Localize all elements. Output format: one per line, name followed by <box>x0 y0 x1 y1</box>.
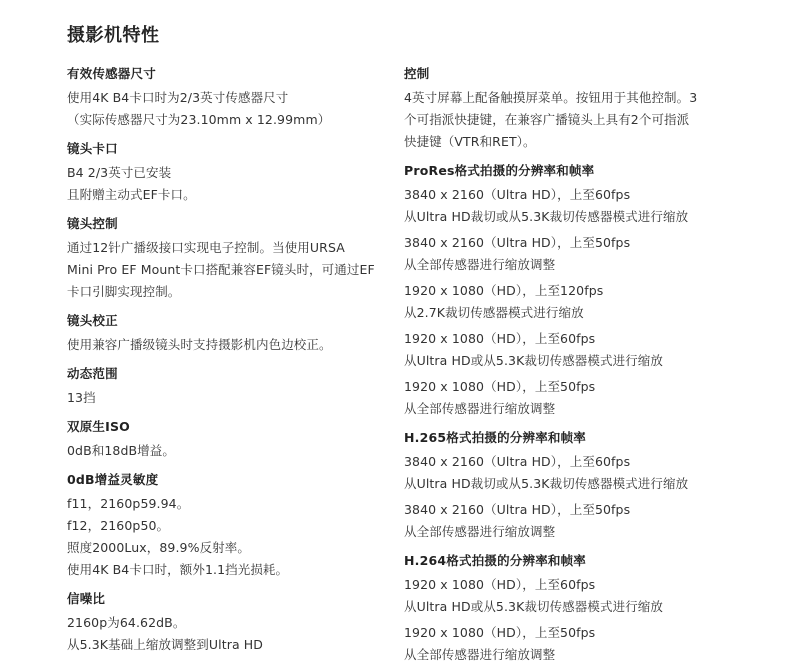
spec-line: 13挡 <box>67 390 96 405</box>
spec-line: 快捷键（VTR和RET）。 <box>404 134 536 149</box>
mode-pair <box>404 280 744 324</box>
spec-line: 使用4K B4卡口时，额外1.1挡光损耗。 <box>67 562 289 577</box>
mode-method: 从Ultra HD或从5.3K裁切传感器模式进行缩放 <box>404 353 663 368</box>
spec-heading: 镜头卡口 <box>67 141 118 156</box>
spec-heading: 镜头校正 <box>67 313 118 328</box>
spec-lens-correction <box>67 311 387 356</box>
mode-pair <box>404 376 744 420</box>
mode-method: 从Ultra HD或从5.3K裁切传感器模式进行缩放 <box>404 599 663 614</box>
spec-heading: 0dB增益灵敏度 <box>67 472 159 487</box>
spec-controls <box>404 64 744 153</box>
mode-resolution: 1920 x 1080（HD），上至120fps <box>404 283 604 298</box>
spec-prores-modes <box>404 161 744 420</box>
spec-lens-mount <box>67 139 387 206</box>
mode-pair <box>404 622 744 666</box>
mode-pair <box>404 328 744 372</box>
spec-heading: 信噪比 <box>67 591 106 606</box>
spec-heading: 动态范围 <box>67 366 118 381</box>
spec-heading: 控制 <box>404 66 430 81</box>
spec-line: （实际传感器尺寸为23.10mm x 12.99mm） <box>67 112 331 127</box>
spec-snr <box>67 589 387 656</box>
spec-effective-sensor-size <box>67 64 387 131</box>
spec-line: 且附赠主动式EF卡口。 <box>67 187 196 202</box>
left-spec-column <box>67 64 387 656</box>
mode-resolution: 3840 x 2160（Ultra HD），上至60fps <box>404 187 631 202</box>
spec-dynamic-range <box>67 364 387 409</box>
spec-heading: 镜头控制 <box>67 216 118 231</box>
page-title: 摄影机特性 <box>67 25 160 46</box>
spec-line: 照度2000Lux，89.9%反射率。 <box>67 540 250 555</box>
spec-h264-modes <box>404 551 744 666</box>
spec-line: 4英寸屏幕上配备触摸屏菜单。按钮用于其他控制。3 <box>404 90 698 105</box>
mode-resolution: 1920 x 1080（HD），上至50fps <box>404 379 596 394</box>
spec-heading: 双原生ISO <box>67 419 130 434</box>
mode-pair <box>404 184 744 228</box>
spec-line: Mini Pro EF Mount卡口搭配兼容EF镜头时，可通过EF <box>67 262 375 277</box>
spec-0db-sensitivity <box>67 470 387 581</box>
spec-line: 使用兼容广播级镜头时支持摄影机内色边校正。 <box>67 337 332 352</box>
mode-resolution: 3840 x 2160（Ultra HD），上至50fps <box>404 235 631 250</box>
mode-method: 从全部传感器进行缩放调整 <box>404 257 556 272</box>
mode-resolution: 3840 x 2160（Ultra HD），上至60fps <box>404 454 631 469</box>
spec-line: 使用4K B4卡口时为2/3英寸传感器尺寸 <box>67 90 289 105</box>
mode-method: 从Ultra HD裁切或从5.3K裁切传感器模式进行缩放 <box>404 209 689 224</box>
mode-method: 从全部传感器进行缩放调整 <box>404 647 556 662</box>
spec-line: 个可指派快捷键，在兼容广播镜头上具有2个可指派 <box>404 112 690 127</box>
spec-line: 2160p为64.62dB。 <box>67 615 186 630</box>
spec-heading: ProRes格式拍摄的分辨率和帧率 <box>404 163 595 178</box>
spec-line: 卡口引脚实现控制。 <box>67 284 181 299</box>
mode-pair <box>404 451 744 495</box>
mode-resolution: 1920 x 1080（HD），上至60fps <box>404 331 596 346</box>
mode-pair <box>404 232 744 276</box>
spec-line: f11，2160p59.94。 <box>67 496 190 511</box>
mode-method: 从全部传感器进行缩放调整 <box>404 524 556 539</box>
spec-line: B4 2/3英寸已安装 <box>67 165 172 180</box>
mode-method: 从2.7K裁切传感器模式进行缩放 <box>404 305 584 320</box>
mode-method: 从Ultra HD裁切或从5.3K裁切传感器模式进行缩放 <box>404 476 689 491</box>
spec-line: 通过12针广播级接口实现电子控制。当使用URSA <box>67 240 345 255</box>
spec-h265-modes <box>404 428 744 543</box>
right-spec-column <box>404 64 744 666</box>
spec-line: 0dB和18dB增益。 <box>67 443 175 458</box>
mode-resolution: 1920 x 1080（HD），上至50fps <box>404 625 596 640</box>
mode-pair <box>404 499 744 543</box>
mode-resolution: 1920 x 1080（HD），上至60fps <box>404 577 596 592</box>
spec-heading: H.264格式拍摄的分辨率和帧率 <box>404 553 587 568</box>
spec-line: 从5.3K基础上缩放调整到Ultra HD <box>67 637 263 652</box>
spec-lens-control <box>67 214 387 303</box>
mode-method: 从全部传感器进行缩放调整 <box>404 401 556 416</box>
spec-line: f12，2160p50。 <box>67 518 170 533</box>
spec-dual-native-iso <box>67 417 387 462</box>
mode-resolution: 3840 x 2160（Ultra HD），上至50fps <box>404 502 631 517</box>
spec-heading: 有效传感器尺寸 <box>67 66 156 81</box>
spec-heading: H.265格式拍摄的分辨率和帧率 <box>404 430 587 445</box>
mode-pair <box>404 574 744 618</box>
